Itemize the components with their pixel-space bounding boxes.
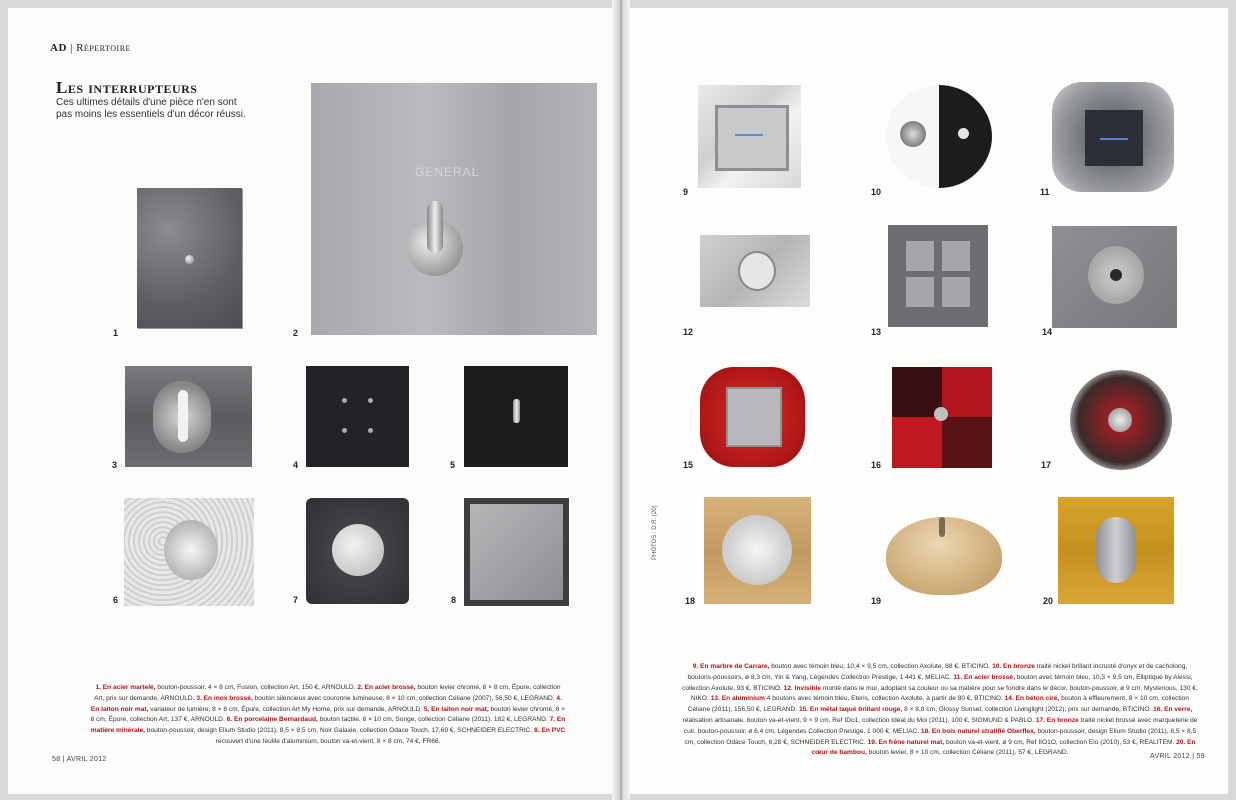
product-number-1: 1 xyxy=(113,328,119,338)
caption_left-item-6-heading: 6. En porcelaine Bernardaud, xyxy=(226,716,318,724)
product-15-image xyxy=(700,367,805,467)
caption_right-item-6-heading: 14. En béton ciré, xyxy=(1004,695,1060,703)
photo-credit: PHOTOS : D.R. (20) xyxy=(652,505,658,560)
brand-logo: AD xyxy=(50,42,67,54)
caption_left-item-4-heading: 4. En laiton noir mat, xyxy=(90,694,562,713)
product-19-image xyxy=(886,517,1002,595)
product-20-image xyxy=(1058,497,1174,604)
product-12-image xyxy=(700,235,810,307)
page-subtitle: Ces ultimes détails d'une pièce n'en sont pas moins les essentiels d'un décor réussi. xyxy=(56,97,246,120)
product-number-7: 7 xyxy=(293,595,299,605)
caption_left-item-3-text: bouton silencieux avec couronne lumineuse, 8 × 10 cm, collection Céliane (2007), 56,50 €, LEGRAND. xyxy=(252,694,557,702)
caption_right-item-1-heading: 9. En marbre de Carrare, xyxy=(692,663,770,670)
caption_right-item-12-text: bouton levier, 8 × 10 cm, collection Céliane (2011), 57 €, LEGRAND. xyxy=(866,749,1069,757)
product-3-image xyxy=(125,366,252,467)
caption-left xyxy=(90,683,566,748)
product-number-13: 13 xyxy=(871,327,882,337)
caption_right-item-2-heading: 10. En bronze xyxy=(992,663,1035,670)
caption_right-item-6-text: bouton à effleurement, 8 × 10 cm, collection Céliane (2011), 156,50 €, LEGRAND. xyxy=(687,695,1190,714)
product-2-image xyxy=(311,83,597,335)
product-number-4: 4 xyxy=(293,460,299,470)
product-number-10: 10 xyxy=(871,187,882,197)
caption_right-item-7-text: 8 × 8,8 cm, Glossy Sunset, collection Livinglight (2012), prix sur demande, BTICINO. xyxy=(902,706,1154,714)
caption_left-item-6-text: bouton tactile, 8 × 10 cm, Songe, collection Céliane (2011), 182 €, LEGRAND. xyxy=(317,716,550,724)
product-7-image xyxy=(306,498,409,604)
caption-right xyxy=(680,662,1200,759)
caption_left-item-3-heading: 3. En inox brossé, xyxy=(196,694,253,702)
product-number-12: 12 xyxy=(683,327,694,337)
product-11-image xyxy=(1052,82,1174,192)
caption_right-item-2-text: traité nickel brillant incrusté d'onyx et de cacholong, boutons-poussoirs, ø 8,3 cm, Yin & Yang, Légendes Collection Prestige, 1 441 €, MELIAC. xyxy=(687,663,1188,681)
product-16-image xyxy=(892,367,992,468)
caption_right-item-9-heading: 17. En bronze xyxy=(1035,716,1079,724)
caption_right-item-3-text: bouton avec témoin bleu, 10,3 × 9,5 cm, Elliptique by Alessi, collection Axolute, 93 €, BTICINO. xyxy=(682,673,1193,692)
caption_right-item-5-heading: 13. En aluminium xyxy=(710,695,765,703)
caption_right-item-7-heading: 15. En métal laqué brillant rouge, xyxy=(798,706,903,714)
product-10-image xyxy=(886,85,992,188)
section-name: Répertoire xyxy=(76,42,131,54)
product-number-16: 16 xyxy=(871,460,882,470)
product-18-image xyxy=(704,497,811,604)
caption_left-item-8-text: recouvert d'une feuille d'aluminium, bouton va-et-vient, 8 × 8 cm, 74 €, FR66. xyxy=(215,737,441,745)
caption_right-item-1-text: bouton avec témoin bleu, 10,4 × 9,5 cm, collection Axolute, 88 €, BTICINO. xyxy=(769,663,993,670)
caption_left-item-2-heading: 2. En acier brossé, xyxy=(357,684,416,691)
caption_right-item-4-text: monté dans le mur, adoptant sa couleur ou sa matière pour se fondre dans le décor, bouton-poussoir, ø 9 cm, Mysterious, 130 €, NIKO. xyxy=(690,684,1198,703)
product-number-9: 9 xyxy=(683,187,689,197)
product-6-image xyxy=(124,498,254,606)
product-17-image xyxy=(1070,370,1172,470)
folio-right: AVRIL 2012 | 59 xyxy=(1150,753,1205,760)
product-number-14: 14 xyxy=(1042,327,1053,337)
caption_right-item-3-heading: 11. En acier brossé, xyxy=(953,673,1015,681)
caption_left-item-1-heading: 1. En acier martelé, xyxy=(95,684,156,691)
product-number-8: 8 xyxy=(451,595,457,605)
folio-left: 58 | AVRIL 2012 xyxy=(52,756,107,763)
product-number-20: 20 xyxy=(1043,596,1054,606)
section-header: AD | Répertoire xyxy=(50,42,131,54)
product-4-image xyxy=(306,366,409,467)
caption_right-item-10-text: bouton-poussoir, design Elium Studio (2011), 8,5 × 8,5 cm, collection Odace Touch, 6,28 €, SCHNEIDER ELECTRIC. xyxy=(684,727,1197,746)
product-number-17: 17 xyxy=(1041,460,1052,470)
product-8-image xyxy=(464,498,569,606)
caption_left-item-2-text: bouton levier chromé, 8 × 8 cm, Épure, collection Art, prix sur demande, ARNOULD. xyxy=(94,684,561,702)
caption_left-item-1-text: bouton-poussoir, 4 × 8 cm, Fusion, collection Art, 150 €, ARNOULD. xyxy=(155,684,358,691)
product-14-image xyxy=(1052,226,1177,328)
product-number-15: 15 xyxy=(683,460,694,470)
product-number-18: 18 xyxy=(685,596,696,606)
caption_right-item-8-heading: 16. En verre, xyxy=(1153,706,1193,714)
caption_left-item-5-text: bouton levier chromé, 8 × 8 cm, Épure, collection Art, 137 €, ARNOULD. xyxy=(90,705,566,724)
caption_right-item-11-heading: 19. En frêne naturel mat, xyxy=(867,738,945,746)
product-number-19: 19 xyxy=(871,596,882,606)
caption_right-item-10-heading: 18. En bois naturel stratifié Oberflex, xyxy=(920,727,1036,735)
caption_right-item-12-heading: 20. En cœur de bambou, xyxy=(811,738,1196,757)
caption_left-item-5-heading: 5. En laiton noir mat, xyxy=(423,705,489,713)
caption_left-item-7-heading: 7. En matière minérale, xyxy=(90,716,566,735)
product-1-image xyxy=(137,188,242,328)
page-title: Les interrupteurs xyxy=(56,78,198,97)
product-number-6: 6 xyxy=(113,595,119,605)
caption_right-item-9-text: traité nickel brossé avec marqueterie de cuir, bouton-poussoir, ø 6,4 cm, Légendes Collection Prestige, 1 000 €, MELIAC. xyxy=(683,716,1198,735)
product-number-3: 3 xyxy=(112,460,118,470)
caption_left-item-8-heading: 8. En PVC xyxy=(534,727,566,735)
product-9-image xyxy=(698,85,801,188)
page-gutter xyxy=(612,0,630,800)
caption_left-item-7-text: bouton-poussoir, design Elium Studio (2011), 8,5 × 8,5 cm, Noir Galaxie, collection Odace Touch, 17,69 €, SCHNEIDER ELECTRIC. xyxy=(144,727,535,735)
product-2-engraving: GENERAL xyxy=(415,165,480,179)
caption_right-item-8-text: réalisation artisanale, bouton va-et-vient, 9 × 9 cm, Ref IDo1, collection Idéal du Moi (2011), 100 €, SIGMUND & PABLO. xyxy=(682,716,1036,724)
product-number-5: 5 xyxy=(450,460,456,470)
caption_right-item-11-text: bouton va-et-vient, ø 9 cm, Ref IIO1O, collection Elo (2010), 53 €, REALITEM. xyxy=(944,738,1177,746)
caption_right-item-5-text: 4 boutons avec témoin bleu, Eteris, collection Axolute, à partir de 80 €, BTICINO. xyxy=(764,695,1005,703)
product-number-2: 2 xyxy=(293,328,299,338)
caption_left-item-4-text: variateur de lumière, 8 × 8 cm, Épure, collection Art My Home, prix sur demande, ARNOULD. xyxy=(148,705,424,713)
caption_right-item-4-heading: 12. Invisible xyxy=(783,684,822,692)
product-13-image xyxy=(888,225,988,327)
product-5-image xyxy=(464,366,568,467)
product-number-11: 11 xyxy=(1040,187,1050,197)
